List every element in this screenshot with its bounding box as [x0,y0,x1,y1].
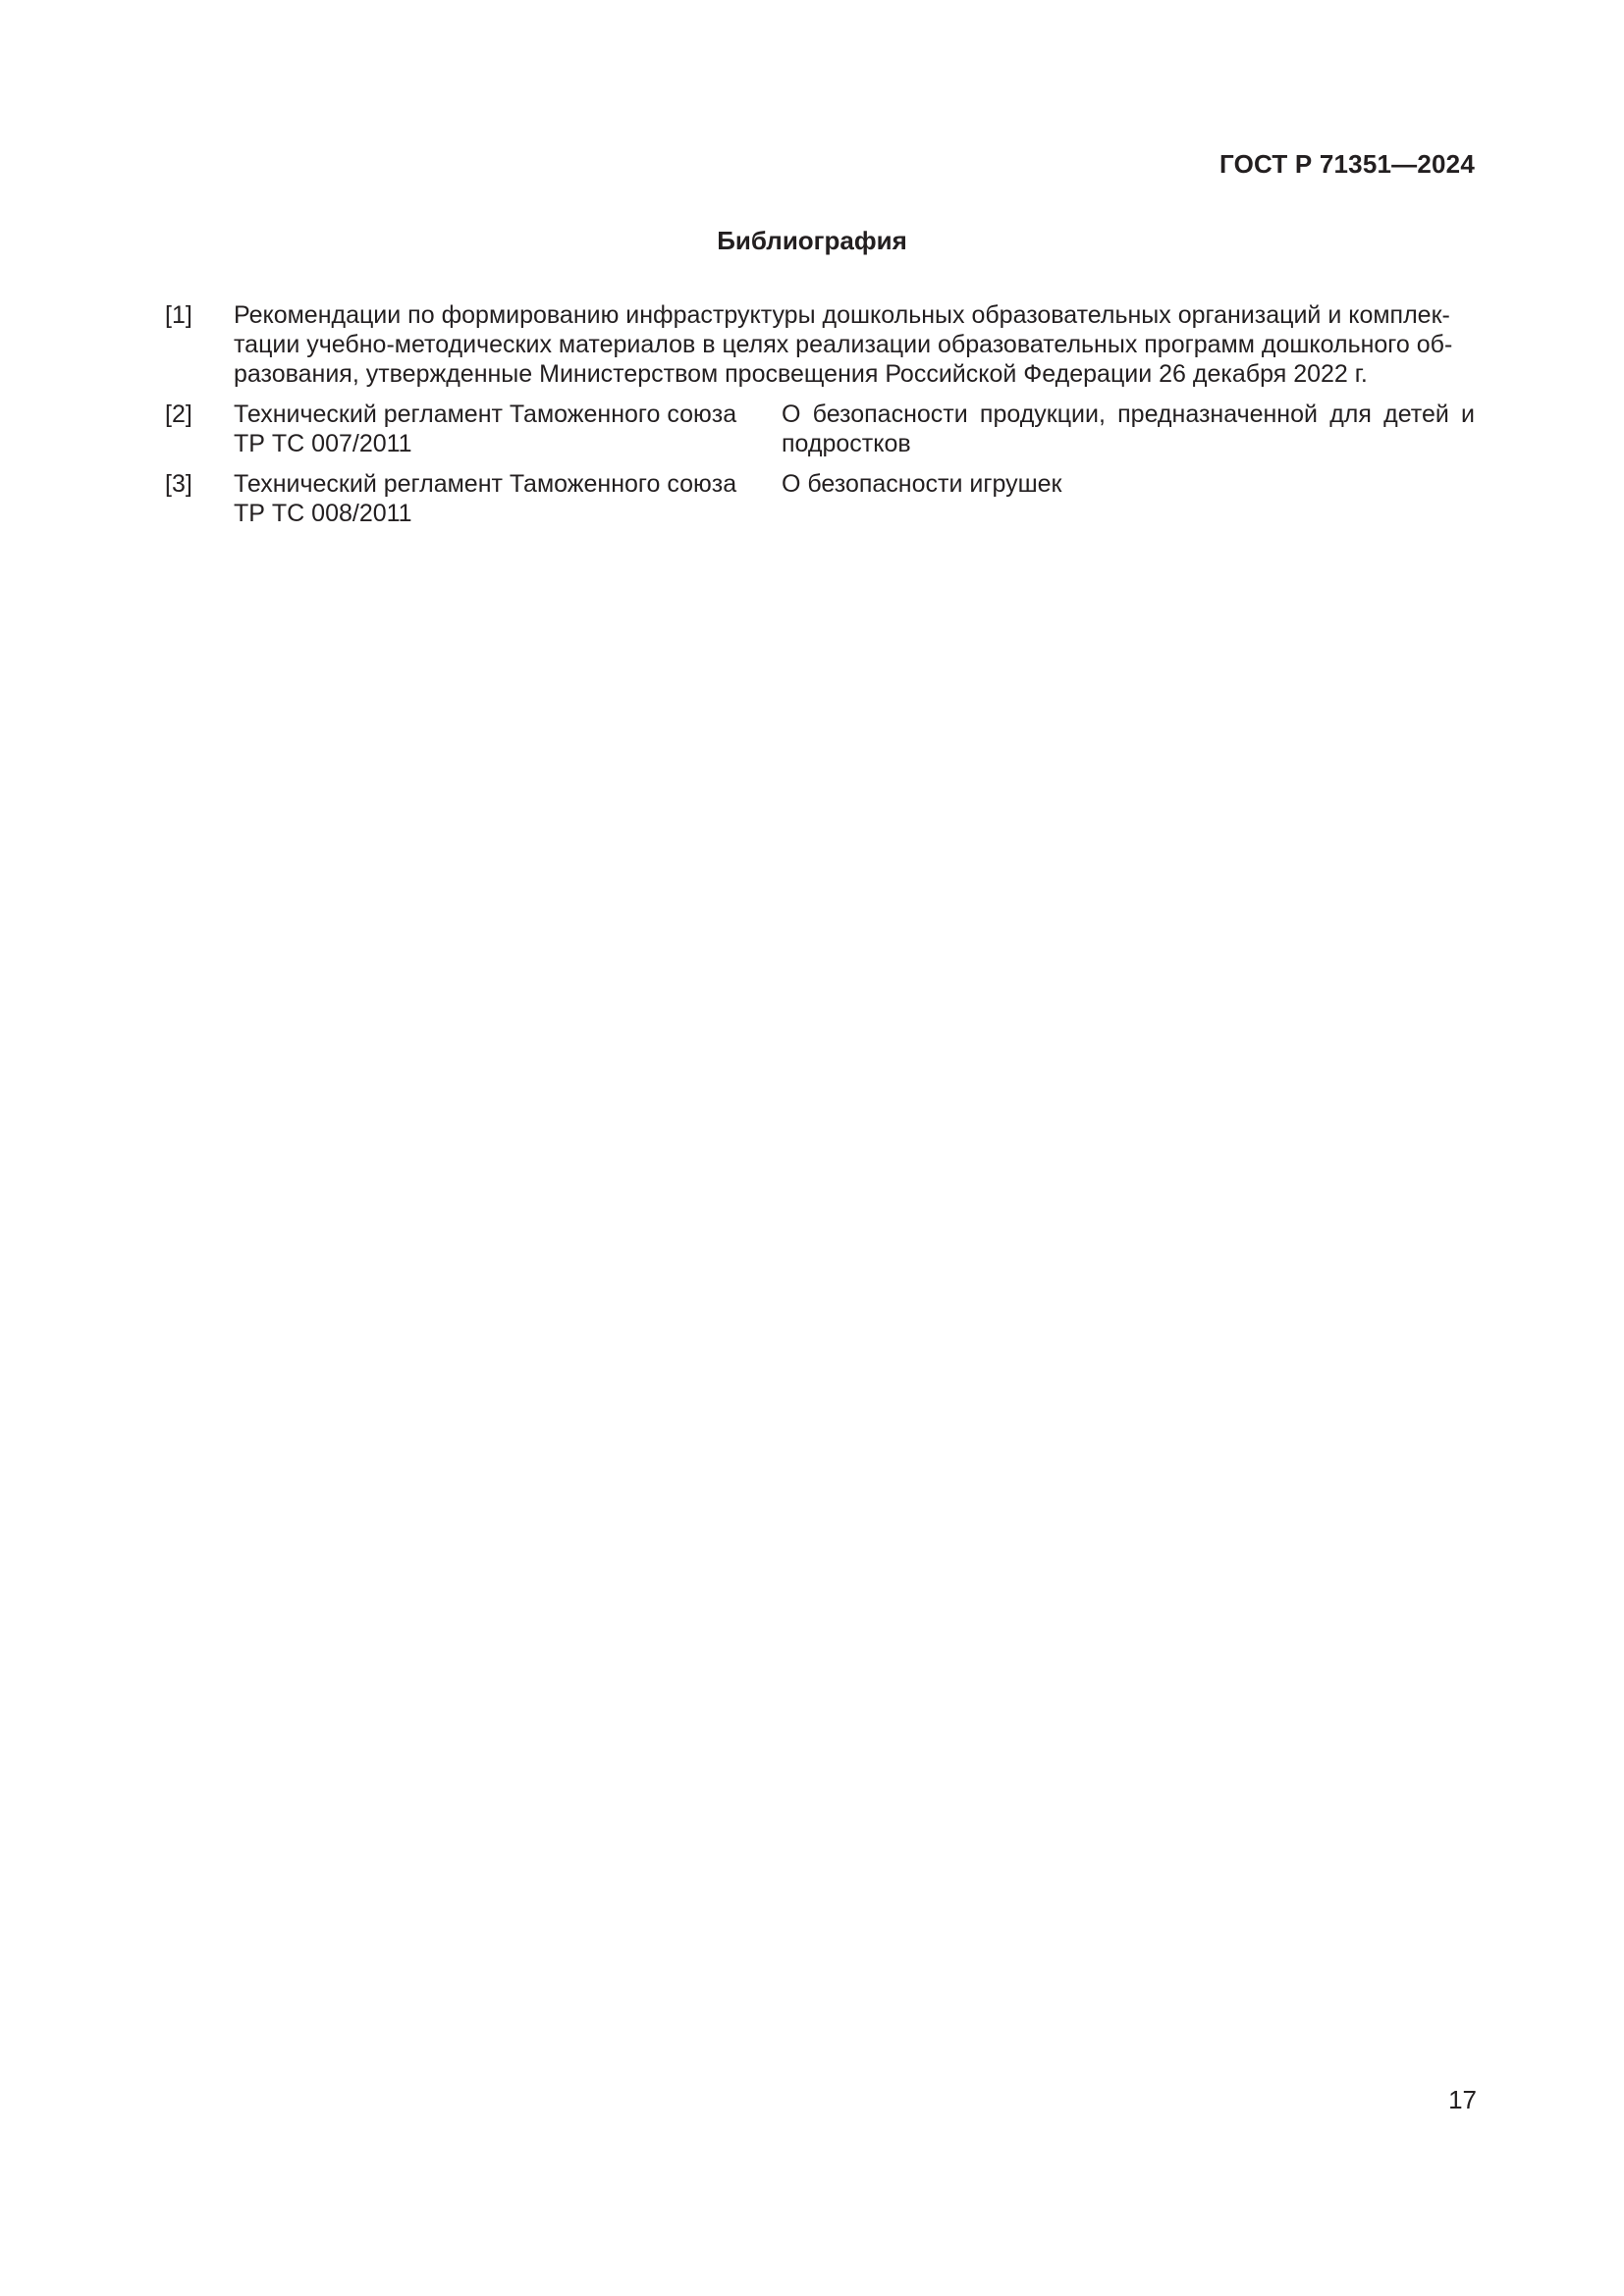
entry-columns [234,469,1475,528]
entry-number: [3] [165,470,192,498]
entry-number: [2] [165,400,192,428]
entry-subject: О безопасности игрушек [782,470,1062,498]
bibliography-entry-1 [165,300,1475,389]
entry-text-line: тации учебно-методических материалов в целях реализации образовательных программ дошкольного об- [234,331,1453,358]
entry-text [234,300,1475,389]
page-number: 17 [1448,2085,1477,2114]
bibliography-heading: Библиография [717,226,907,255]
bibliography-list [165,300,1475,539]
entry-document-line: ТР ТС 007/2011 [234,430,412,457]
entry-columns [234,400,1475,458]
bibliography-entry-2 [165,400,1475,458]
entry-subject: О безопасности продукции, предназначенной для детей и подростков [782,400,1475,457]
entry-document [234,400,764,458]
entry-text-line: Рекомендации по формированию инфраструктуры дошкольных образовательных организаций и комплек- [234,301,1450,329]
entry-number: [1] [165,301,192,329]
bibliography-entry-3 [165,469,1475,528]
entry-document-line: Технический регламент Таможенного союза [234,470,737,498]
entry-document-line: Технический регламент Таможенного союза [234,400,737,428]
entry-document-line: ТР ТС 008/2011 [234,500,412,527]
entry-document [234,469,764,528]
document-code: ГОСТ Р 71351—2024 [1219,149,1475,179]
entry-text-line: разования, утвержденные Министерством просвещения Российской Федерации 26 декабря 2022 г. [234,360,1368,388]
